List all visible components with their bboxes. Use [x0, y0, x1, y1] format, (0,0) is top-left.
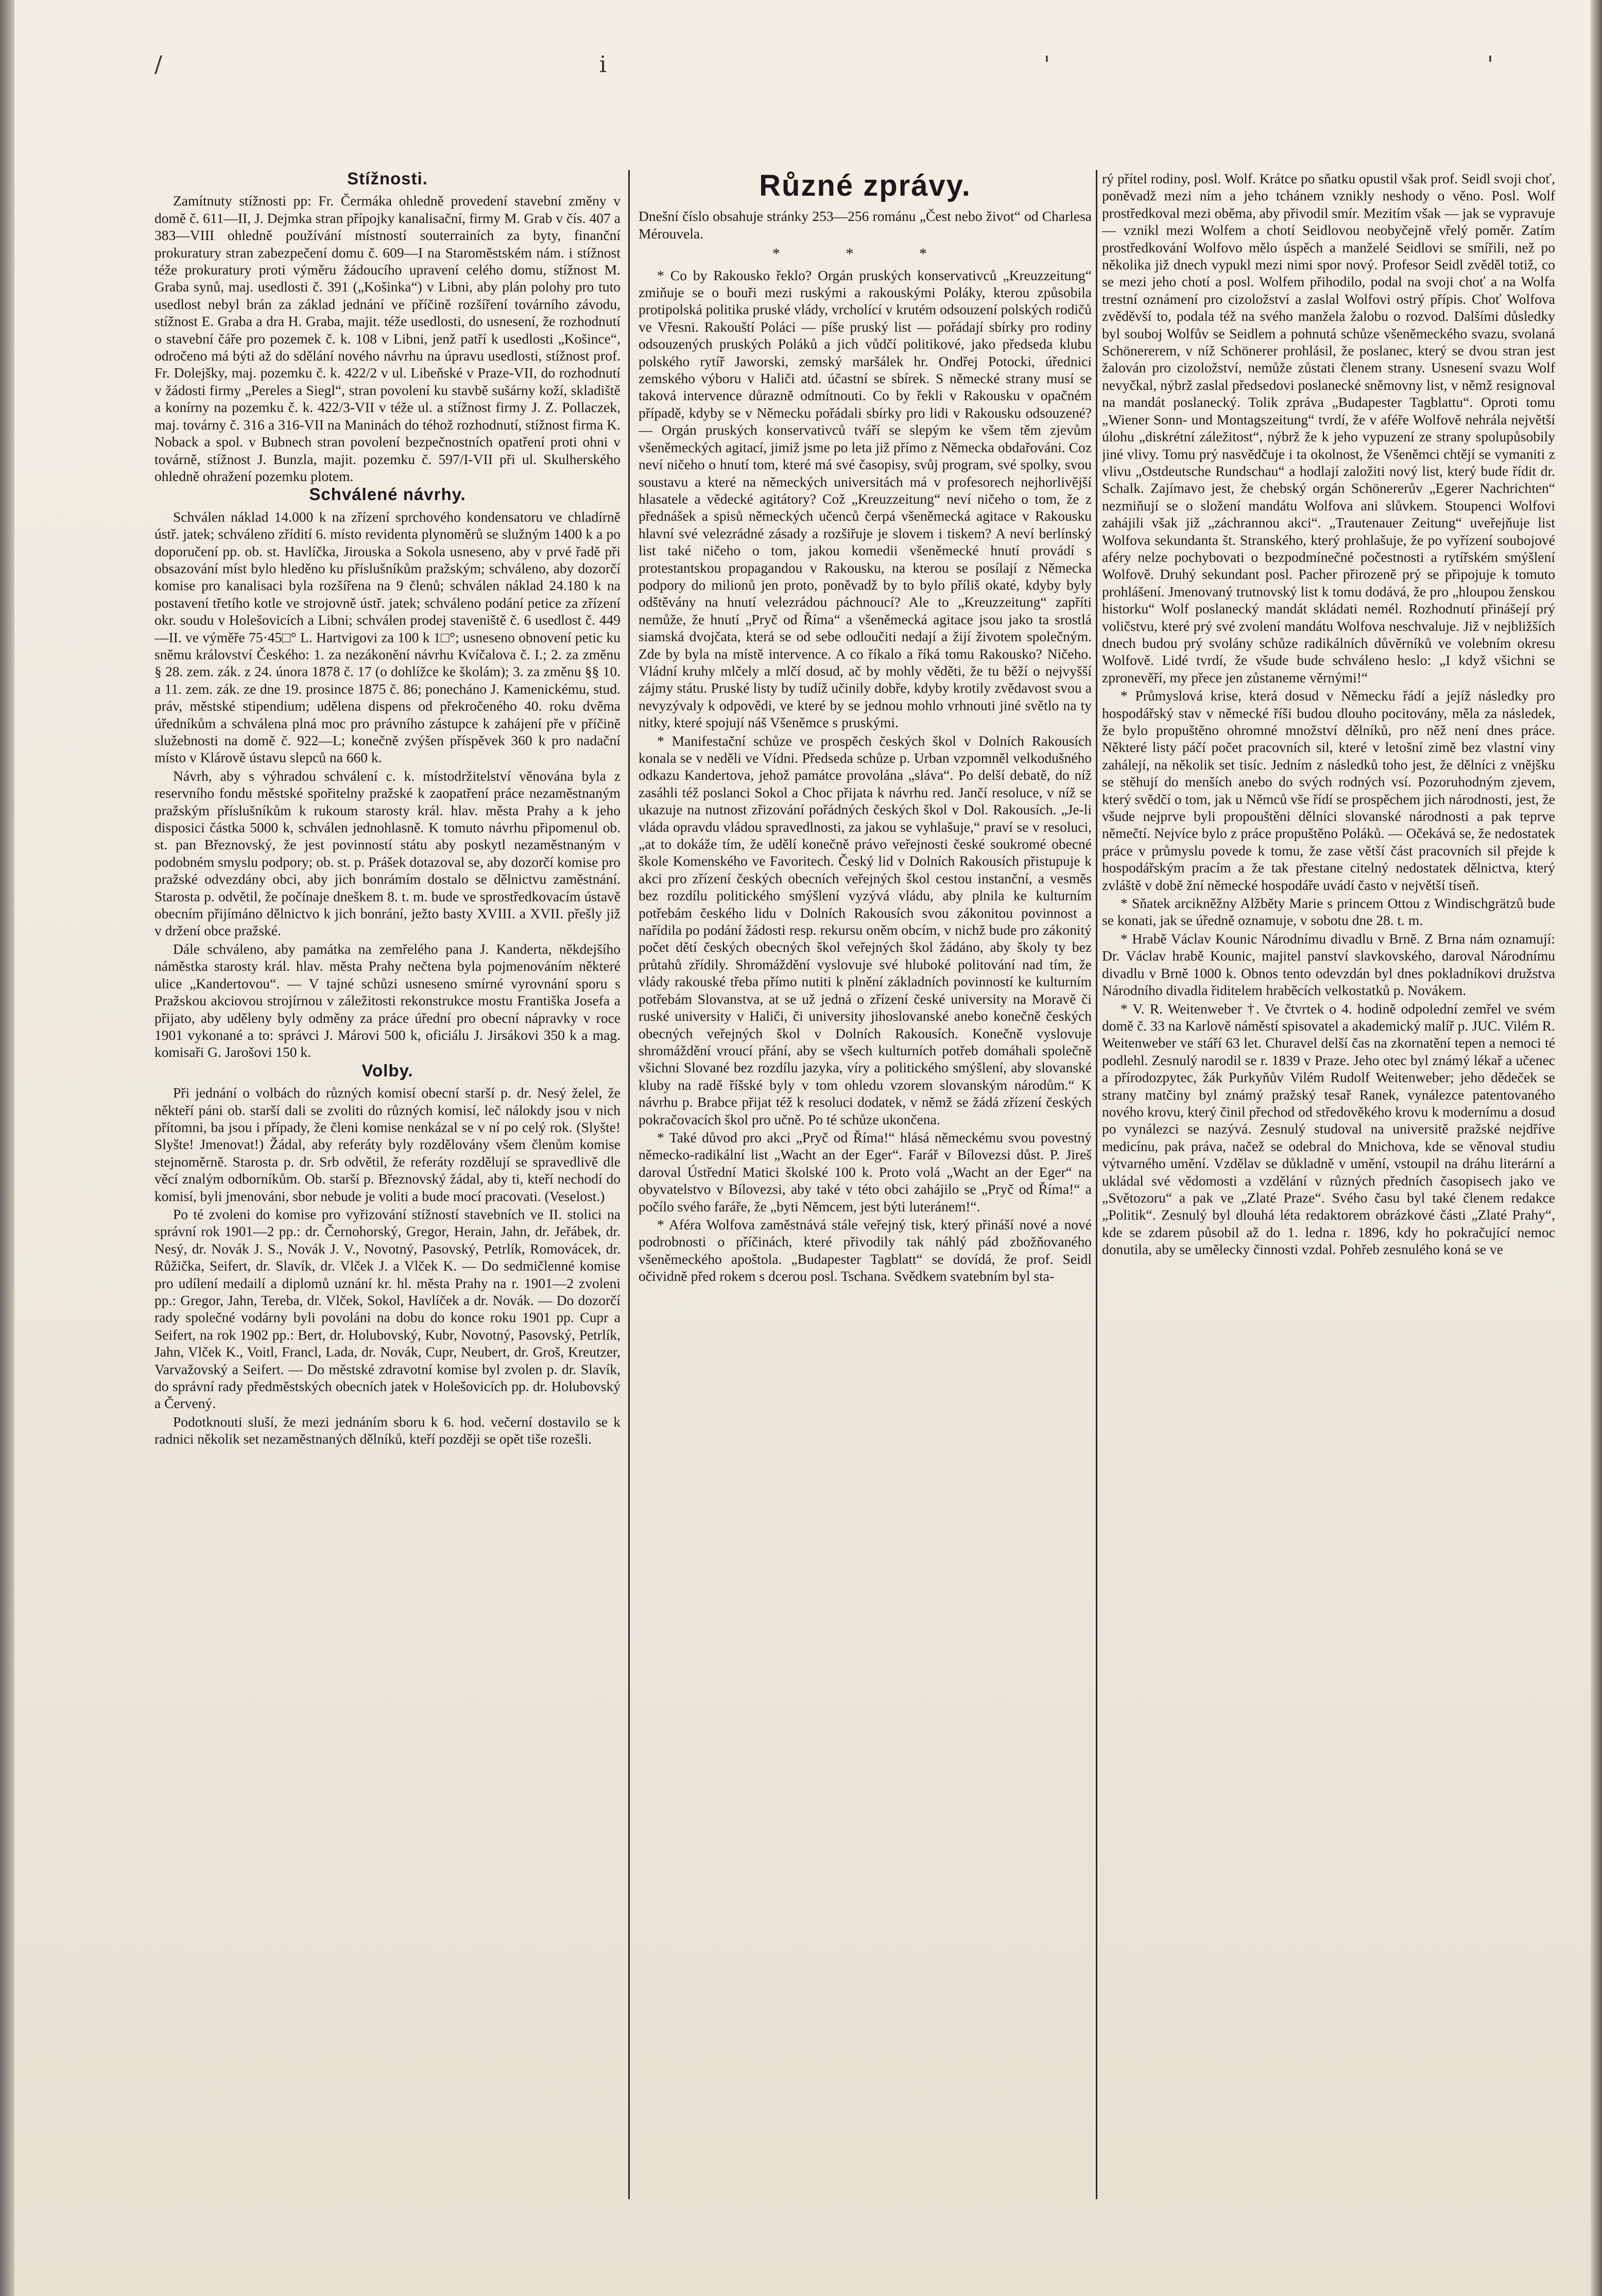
header-marks — [154, 52, 1493, 82]
section-heading-ruzne-zpravy: Různé zprávy. — [759, 170, 971, 202]
header-mark: i — [599, 52, 607, 78]
header-mark: ' — [1043, 52, 1050, 78]
article-paragraph: Schválen náklad 14.000 k na zřízení sprchového kondensatoru ve chladírně ústř. jatek; schváleno zřídití 6. místo revidenta plynoměrů se služným 1400 k a po doporučení pp. ob. st. Havlíčka, Jirouska a Sokola usneseno, aby v prvé řadě při obsazování míst bylo hleděno ku příslušníkům pražským; schváleno, aby dozorčí komise pro kanalisaci byla rozšířena na 9 členů; schválen náklad 24.180 k na postavení třetího kotle ve strojovně ústř. jatek; schváleno podání petice za zřízení okr. soudu v Holešovicích a Libni; schválen prodej staveniště č. 6 usedlost č. 449—II. ve výměře 75·45□° L. Hartvigovi za 100 k 1□°; usneseno obnovení petic ku sněmu království Českého: 1. za nezákonění návrhu Kvíčalova č. I.; 2. za změnu § 28. zem. zák. z 24. února 1878 č. 17 (o dohlížce ke školám); 3. za změnu §§ 10. a 11. zem. zák. ze dne 19. prosince 1875 č. 86; ponecháno J. Kamenickému, stud. práv, městské stipendium; udělena dispens od překročeného 40. roku dvěma úředníkům a schválena plná moc pro právního zástupce k zahájení pře v příčině služebnosti na domě č. 922—L; konečně zvýšen příspěvek 360 k pro nadační místo v Klárově ústavu slepců na 660 k. — [154, 508, 621, 766]
news-item: * Hrabě Václav Kounic Národnímu divadlu v Brně. Z Brna nám oznamují: Dr. Václav hrabě Kounic, majitel panství slavkovského, daroval Národnímu divadlu v Brně 1000 k. Obnos tento odevzdán byl dnes pokladníkovi družstva Národního divadla řiditelem hraběcích velkostatků p. Novákem. — [1102, 930, 1555, 999]
article-paragraph: Při jednání o volbách do různých komisí obecní starší p. dr. Nesý želel, že někteří páni ob. starší dali se zvoliti do různých komisí, leč nálokdy jsou v nich přítomni, ba jsou i případy, že členi komise nenkázal se v ní po celý rok. (Slyšte! Slyšte! Jmenovat!) Žádal, aby referáty byly rozdělovány všem členům komise stejnoměrně. Starosta p. dr. Srb odvětil, že referáty rozdělují se spravedlivě dle věcí znalým odborníkům. Ob. starší p. Březnovský žádal, aby ti, kteří nechodí do komisí, byli jmenováni, sbor nebude je voliti a bude mocí pracovati. (Veselost.) — [154, 1085, 621, 1204]
intro-notice: Dnešní číslo obsahuje stránky 253—256 románu „Čest nebo život“ od Charlesa Mérouvela. — [639, 208, 1092, 242]
column-1 — [154, 170, 621, 2204]
column-2 — [639, 170, 1092, 2204]
header-mark: ' — [1487, 52, 1493, 78]
section-heading-volby: Volby. — [361, 1060, 414, 1080]
news-item: * Co by Rakousko řeklo? Orgán pruských konservativců „Kreuzzeitung“ zmiňuje se o bouři mezi ruskými a rakouskými Poláky, kterou způsobila protipolská politika pruské vlády, vrcholící v krutém odsouzení polských rodičů ve Vřesni. Rakouští Poláci — píše pruský list — pořádají sbírky pro rodiny odsouzených pruských Poláků a jich vůdčí politikové, jako předseda klubu polského rytíř Jaworski, zemský maršálek hr. Ondřej Potocki, úřednici zemského výboru v Haliči atd. účastní se sbírek. S německé strany musí se taková intervence důrazně odmítnouti. Co by řekli v Rakousku v opačném případě, kdyby se v Německu pořádali sbírky pro lidi v Rakousku odsouzené? — Orgán pruských konservativců tváří se slepým ke všem těm zjevům všeněmeckých agitací, jimiž jsme po leta již přímo z Německa obdařováni. Coz neví ničeho o hnutí tom, které má své časopisy, svůj program, své spolky, svou soustavu a které na německých universitách má v profesorech nejhorlivější hlasatele a vědecké agitátory? Což „Kreuzzeitung“ neví ničeho o tom, že z přednášek a spisů německých učenců čerpá všeněmecká agitace v Rakousku hlavní své velezrádné zásady a rozšiřuje je slovem i tiskem? A neví berlínský list také ničeho o tom, jakou komedii všeněmecké hnutí provádí s protestantskou propagandou v Rakousku, na kterou se posílají z Německa podpory do milionů jen proto, poněvadž by to bylo příliš okaté, kdyby byly odštěvány na hnutí velezrádou páchnoucí? Ale to „Kreuzzeitung“ zapříti nemůže, že hnutí „Pryč od Říma“ a všeněmecká agitace jsou jako ta srostlá siamská dvojčata, která se od sebe odloučiti nedají a žijí životem společným. Zde by byla na místě intervence. A co říkalo a říká tomu Rakousko? Ničeho. Vládní kruhy mlčely a mlčí dosud, ač by mohly věděti, že tu běží o nejvyšší zájmy státu. Pruské listy by tudíž učinily dobře, kdyby krotily zvědavost svou a nevyzývaly k odpovědi, ve které by se jednou mohlo vrhnouti jiné světlo na ty nitky, které spojují náš Všeněmce s pruskými. — [639, 267, 1092, 731]
column-3 — [1102, 170, 1555, 2204]
article-paragraph: Návrh, aby s výhradou schválení c. k. místodržitelství věnována byla z reservního fondu městské spořitelny pražské k zaopatření práce nezaměstnaným pražským příslušníkům k rukoum starosty král. hlav. města Prahy a k jeho disposici částka 5000 k, schválen jednohlasně. K tomuto návrhu připomenul ob. st. pan Březnovský, že jest povinností státu aby poskytl nezaměstnaným v podobném smyslu podpory; ob. st. p. Prášek dotazoval se, aby dozorčí komise pro pražské odvezdány obci, aby jich bonrámím dostalo se dělnictvu zaměstnání. Starosta p. odvětil, že počínaje dneškem 8. t. m. bude ve sprostředkovacím ústavě obecním přijímáno dělnictvo k jich bonrání, ježto basty XVIII. a XVII. přešly již v držení obce pražské. — [154, 767, 621, 939]
column-rule — [1096, 170, 1097, 2199]
news-item: * Také důvod pro akci „Pryč od Říma!“ hlásá německému svou povestný německo-radikální list „Wacht an der Eger“. Farář v Bílovezsi důst. P. Jireš daroval Ústřední Matici školské 100 k. Proto volá „Wacht an der Eger“ na obyvatelstvo v Bílovezsi, aby také v této obci zahájilo se „Pryč od Říma!“ a počílo svého faráře, že „byti Němcem, jest býti luteránem!“. — [639, 1129, 1092, 1214]
article-paragraph: Po té zvoleni do komise pro vyřizování stížností stavebních ve II. stolici na správní rok 1901—2 pp.: dr. Černohorský, Gregor, Herain, Jahn, dr. Jeřábek, dr. Nesý, dr. Novák J. S., Novák J. V., Novotný, Pasovský, Petrlík, Romovácek, dr. Růžička, Seifert, dr. Slavík, dr. Vlček J. a Vlček K. — Do sedmičlenné komise pro udílení medailí a diplomů uznání kr. hl. města Prahy na r. 1901—2 zvoleni pp.: Gregor, Jahn, Tereba, dr. Vlček, Sokol, Havlíček a dr. Novák. — Do dozorčí rady společné vodárny byli povoláni na dobu do konce roku 1901 pp. Cupr a Seifert, na rok 1902 pp.: Bert, dr. Holubovský, Kubr, Novotný, Pasovský, Petrlík, Jahn, Vlček K., Voitl, Francl, Lada, dr. Novák, Cupr, Neubert, dr. Groš, Kreutzer, Varvažovský a Seifert. — Do městské zdravotní komise byl zvolen p. dr. Slavík, do správní rady předměstských obecních jatek v Holešovicích pp. dr. Holubovský a Červený. — [154, 1206, 621, 1412]
news-item: * Průmyslová krise, která dosud v Německu řádí a jejíž následky pro hospodářský stav v německé říši budou dlouho pocitovány, měla za následek, že bylo propuštěno ohromné množství dělníků, pro něž není dnes práce. Některé listy páčí počet pracovních sil, které v letošní zimě bez vlastní viny zahálejí, na několik set tisíc. Jedním z následků toho jest, že dělníci z vnějšku se stěhují do menších anebo do svých rodných vsí. Pozoruhodným zjevem, který svědčí o tom, jak u Němců vše řídí se prospěchem jich národnosti, jest, že všude nejprve byli propouštěni dělníci slovanské národnosti a pak teprve němečtí. Nejvíce bylo z práce propuštěno Poláků. — Očekává se, že nedostatek práce v průmyslu povede k tomu, že zase větší část pracovních sil přejde k hospodářským pracím a že tak přestane citelný nedostatek dělnictva, který zvláště v době žní německé hospodáře uvádí často v největší tíseň. — [1102, 688, 1555, 893]
article-paragraph: Podotknouti sluší, že mezi jednáním sboru k 6. hod. večerní dostavilo se k radnici několik set nezaměstnaných dělníků, kteří později se opět tiše rozešli. — [154, 1413, 621, 1447]
news-item-continued: rý přítel rodiny, posl. Wolf. Krátce po sňatku opustil však prof. Seidl svoji choť, poněvadž mezi ním a jeho tchánem vznikly neshody o věno. Posl. Wolf prostředkoval mezi oběma, aby přivodil smír. Mezitím však — jak se vypravuje — vznikl mezi Wolfem a chotí Seidlovou neobyčejně vřelý poměr. Zatím prostředkování Wolfovo mělo úspěch a manželé Seidlovi se smířili, než po několika již dnech vypukl mezi nimi spor nový. Profesor Seidl zvěděl totiž, co se mezi jeho chotí a posl. Wolfem přihodilo, podal na svoji choť a na Wolfa trestní oznámení pro cizoložství a zaslal Wolfovi ostrý přípis. Choť Wolfova zvěděvší to, podala též na svého manžela žalobu o rozvod. Dalšími důsledky byl souboj Wolfův se Seidlem a pohnutá schůze všeněmeckého svazu, svolaná Schönererem, v níž Schönerer prohlásil, že poslanec, který se dvou stran jest žalován pro cizoložství, nemůže zůstati členem strany. Usnesení svazu Wolf nevyčkal, nýbrž zaslal předsedovi poslanecké sněmovny list, v němž resignoval na mandát poslanecký. Tolik zpráva „Budapester Tagblattu“. Oproti tomu „Wiener Sonn- und Montagszeitung“ tvrdí, že v aféře Wolfově nehrála největší úlohu „diskrétní záležitost“, nýbrž že k jeho vypuzení ze strany spolupůsobily jiné vlivy. Tomu prý nasvědčuje i ta okolnost, že Všeněmci chtějí se vymaniti z vlivu „Ostdeutsche Rundschau“ a hodlají založiti nový list, který bude řídit dr. Schalk. Zajímavo jest, že chebský orgán Schönererův „Egerer Nachrichten“ nezmiňují se o složení mandátu Wolfova ani slůvkem. Stoupenci Wolfovi zahájili však již „záchrannou akci“. „Trautenauer Zeitung“ uveřejňuje list Wolfova sekundanta št. Stranského, který prohlašuje, že po vyřízení soubojové aféry nelze pochybovati o bezpodmínečné počestnosti a rytířském smýšlení Wolfově. Druhý sekundant posl. Pacher přirozeně prý se připojuje k tomuto prohlášení. Jmenovaný trutnovský list k tomu dodává, že pro „hloupou ženskou historku“ Wolf poslanecký mandát skládati nemél. Rozhodnutí přinášejí prý voličstvu, které prý své zvolení mandátu Wolfova neschvaluje. Již v nejbližších dnech budou prý svolány schůze radikálních důvěrníků ve volebním okresu Wolfově. Lidé tvrdí, že všude bude schváleno heslo: „I když všichni se zpronevěří, my přece jen zůstaneme věrnými!“ — [1102, 170, 1555, 686]
section-heading-schvalene: Schválené návrhy. — [309, 485, 466, 504]
news-item: * Sňatek arcikněžny Alžběty Marie s princem Ottou z Windischgrätzů bude se konati, jak se úředně oznamuje, v sobotu dne 28. t. m. — [1102, 895, 1555, 929]
article-paragraph: Zamítnuty stížnosti pp: Fr. Čermáka ohledně provedení stavební změny v domě č. 611—II, J. Dejmka stran přípojky kanalisační, firmy M. Grab v čís. 407 a 383—VIII ohledně používání místností souterrainích za byty, finanční prokuratury stran zabezpečení domu č. 609—I na Staroměstském nám. i stížnost téže prokuratury proti výměru žádoucího upravení celého domu, stížnost M. Graba synů, maj. usedlosti č. 391 („Košinka“) v Libni, aby plán polohy pro tuto usedlost nebyl brán za základ jednání ve příčině rozšíření továrního závodu, stížnost E. Graba a dra H. Graba, majit. téže usedlosti, do usnesení, že rozhodnutí o stavební čáře pro pozemek č. k. 108 v Libni, jenž patří k usedlosti „Košince“, odročeno má býti až do sdělání nového návrhu na úpravu usedlosti, stížnost prof. Fr. Dolejšky, maj. pozemku č. k. 422/2 v ul. Libeňské v Praze-VII, do rozhodnutí v žádosti firmy „Pereles a Siegl“, stran povolení ku stavbě sušárny koží, skladiště a konírny na pozemku č. k. 422/3-VII v téže ul. a stížnost firmy J. Z. Pollaczek, maj. továrny č. 316 a 316-VII na Maninách do téhož rozhodnutí, stížnost firma K. Noback a spol. v Bubnech stran povolení bezpečnostních opatření proti ohni v továrně, stížnost J. Bunzla, majit. pozemku č. 597/I-VII při ul. Skulherského ohledně ohražení pozemku plotem. — [154, 193, 621, 484]
header-mark: / — [154, 52, 162, 78]
section-heading-stiznosti: Stížnosti. — [347, 170, 428, 188]
news-item: * V. R. Weitenweber †. Ve čtvrtek o 4. hodině odpolední zemřel ve svém domě č. 33 na Karlově náměstí spisovatel a akademický malíř p. JUC. Vilém R. Weitenweber ve stáří 63 let. Churavel delší čas na zkornatění tepen a nemoci té podlehl. Zesnulý narodil se r. 1839 v Praze. Jeho otec byl známý lékař a učenec a přírodozpytec, žák Purkyňův Vilém Rudolf Weitenweber; jeho dědeček se strany matčiny byl známý pražský tesař Ranek, vynálezce patentovaného nového krovu, který činil přechod od středověkého krovu k modernímu a dosud po vynálezci se nazývá. Zesnulý studoval na universitě pražské nejdříve medicínu, pak práva, načež se odebral do Mnichova, kde se věnoval studiu výtvarného umění. Vzdělav se důkladně v umění, vstoupil na dráhu literární a ukládal své vědomosti a vzdělání v různých předních časopisech jako ve „Světozoru“ a pak ve „Zlaté Praze“. Svého času byl také členem redakce „Politik“. Zesnulý byl dlouhá léta redaktorem obrázkové části „Zlaté Prahy“, kde se zdarem působil až do 1. ledna r. 1896, kdy ho pokračující nemoc donutila, aby se umělecky činnosti vzdal. Pohřeb zesnulého koná se ve — [1102, 1000, 1555, 1258]
news-item: * Aféra Wolfova zaměstnává stále veřejný tisk, který přináší nové a nové podrobnosti o příčinách, které přivodily tak náhlý pád zbožňovaného všeněmeckého apoštola. „Budapester Tagblatt“ se dovídá, že prof. Seidl očividně před rokem s dcerou posl. Tschana. Svědkem svatebním byl sta- — [639, 1216, 1092, 1284]
page-binding-edge — [0, 0, 14, 2296]
article-paragraph: Dále schváleno, aby památka na zemřelého pana J. Kanderta, někdejšího náměstka starosty král. hlav. města Prahy nečtena byla pojmenováním některé ulice „Kandertovou“. — V tajné schůzi usneseno smírné vyrovnání sporu s Pražskou akciovou strojírnou v záležitosti rekonstrukce mostu Františka Josefa a přijato, aby uděleny byly odměny za práce úřední pro obecní nápravky v roce 1901 vykonané a to: správci J. Márovi 500 k, oficiálu J. Jirsákovi 350 k a mag. komisaři G. Jarošovi 150 k. — [154, 940, 621, 1060]
news-item: * Manifestační schůze ve prospěch českých škol v Dolních Rakousích konala se v neděli ve Vídni. Předseda schůze p. Urban vzpomněl velkodušného odkazu Kandertova, jehož památce provolána „sláva“. Po delší debatě, do níž zasáhli též poslanci Sokol a Choc přijata k návrhu red. Jančí resoluce, v níž se ukazuje na nutnost zřizování pořádných českých škol v Dol. Rakousích. „Je-li vláda opravdu vládou spravedlnosti, za jakou se vyhlašuje,“ praví se v resoluci, „at to dokáže tím, že udělí konečně právo veřejnosti české soukromé obecné škole Komenského ve Favoritech. Český lid v Dolních Rakousích přistupuje k akci pro zřízení českých obecních veřejných škol cestou instanční, a vesměs bez rozdílu politického smýšlení vyzývá vládu, aby plnila ke kulturním potřebám českého lidu v Dolních Rakousích svou zákonitou povinnost a nařídila po podání žádosti resp. rekursu oněm obcím, v nichž bude pro zákonitý počet dětí českých obecných škol veřejných škol žádáno, aby školy ty bez průtahů zřídily. Shromáždění vyslovuje své hluboké politování nad tím, že vlády rakouské třeba přímo nutiti k plnění základních povinností ke kulturním potřebám Slovanstva, at se už jedná o zřízení české university na Moravě či ruské university v Haliči, či university jihoslovanské anebo konečně českých obecných veřejných škol v Dolních Rakousích. Konečně vyslovuje shromáždění vroucí přání, aby se všech kulturních potřeb domáhali společně všichni Slované bez rozdílu jazyka, víry a politického smýšlení, aby slovanské kluby na radě říšské byly v tom ohledu vzorem slovanským národům.“ K návrhu p. Brabce přijat též k resoluci dodatek, v němž se žádá zřízení českých pokračovacích škol pro učně. Po té schůze ukončena. — [639, 732, 1092, 1127]
column-rule — [628, 170, 630, 2199]
separator-stars: * * * — [772, 245, 958, 263]
page-right-edge — [1591, 0, 1602, 2296]
